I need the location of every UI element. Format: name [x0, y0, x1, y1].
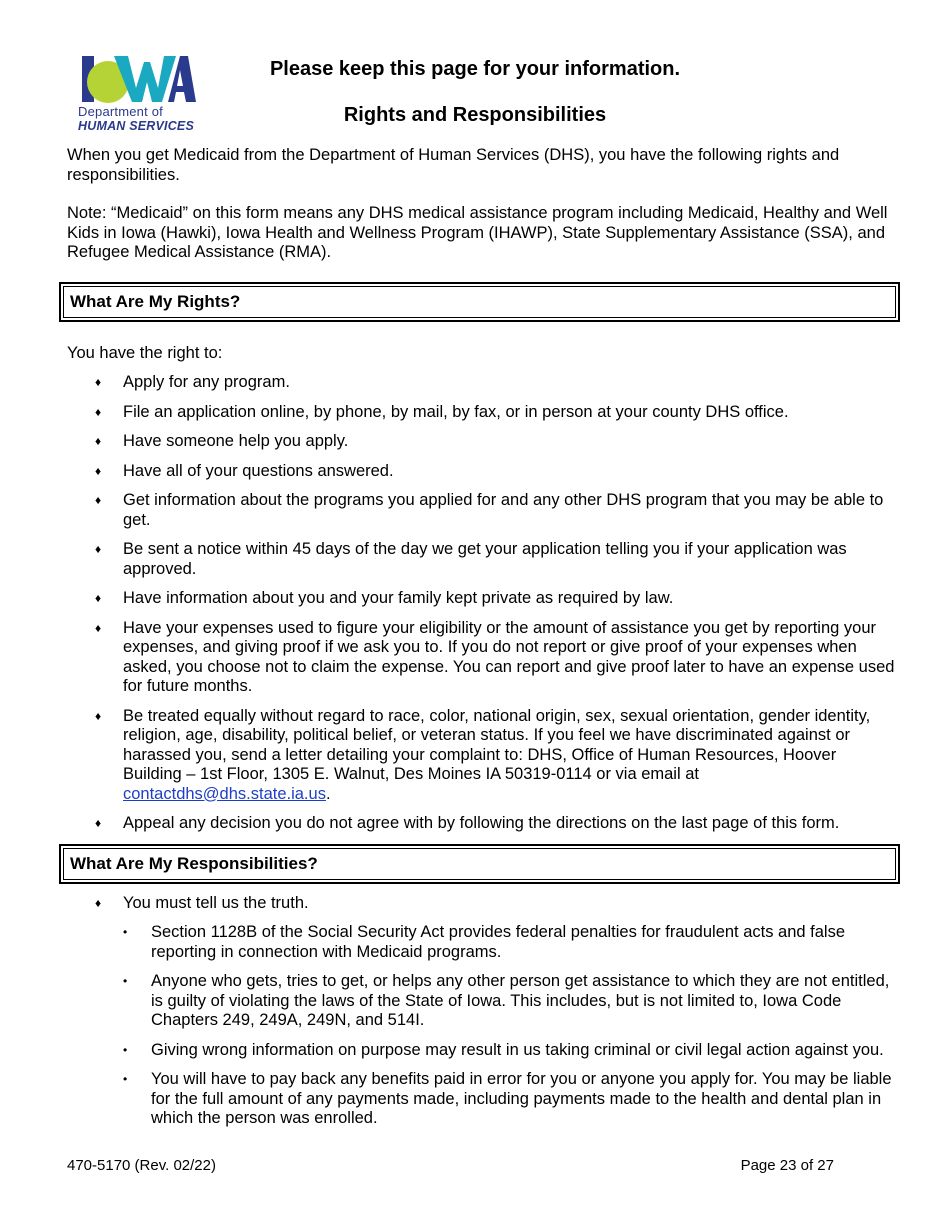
keep-notice: Please keep this page for your information.	[269, 58, 681, 80]
dot-bullet-icon: •	[123, 974, 128, 988]
diamond-bullet-icon: ♦	[95, 493, 102, 507]
list-item: ♦ File an application online, by phone, by mail, by fax, or in person at your county DHS office.	[95, 402, 789, 421]
diamond-bullet-icon: ♦	[95, 542, 102, 556]
page-number: Page 23 of 27	[740, 1157, 834, 1174]
list-item: ♦ Be sent a notice within 45 days of the day we get your application telling you if your application was approved.	[95, 540, 847, 578]
sub-list-item: • You will have to pay back any benefits paid in error for you or anyone you apply for. You may be liable for the full amount of any payments made, including payments made to the health and dental plan in which the person was enrolled.	[123, 1070, 892, 1127]
form-number: 470-5170 (Rev. 02/22)	[67, 1157, 216, 1174]
rights-list	[67, 373, 897, 834]
diamond-bullet-icon: ♦	[95, 816, 102, 830]
page-title: Rights and Responsibilities	[343, 104, 607, 126]
responsibilities-heading: What Are My Responsibilities?	[63, 848, 896, 880]
dot-bullet-icon: •	[123, 1072, 128, 1086]
list-item: ♦ Have someone help you apply.	[95, 432, 349, 450]
list-item-equal-treatment: ♦ Be treated equally without regard to race, color, national origin, sex, sexual orientation, gender identity, religion, age, disability, political belief, or veteran status. If you feel we have discriminated against or harassed you, send a letter detailing your complaint to: DHS, Office of Human Resources, Hoover Building – 1st Floor, 1305 E. Walnut, Des Moines IA 50319-0114 or via email at contactdhs@dhs.state.ia.us.	[95, 706, 871, 803]
list-item: ♦ Get information about the programs you applied for and any other DHS program that you may be able to get.	[95, 491, 884, 529]
truth-sub-list	[123, 923, 897, 1129]
responsibilities-heading-box	[59, 844, 900, 884]
medicaid-note: Note: “Medicaid” on this form means any DHS medical assistance program including Medicaid, Healthy and Well Kids in Iowa (Hawki), Iowa Health and Wellness Program (IHAWP), State Supplementary Assistance (SSA), and Refugee Medical Assistance (RMA).	[67, 204, 888, 261]
dot-bullet-icon: •	[123, 925, 128, 939]
document-body	[67, 146, 897, 1139]
intro-paragraph: When you get Medicaid from the Department of Human Services (DHS), you have the following rights and responsibilities.	[67, 146, 840, 184]
sub-list-item: • Section 1128B of the Social Security Act provides federal penalties for fraudulent acts and false reporting in connection with Medicaid programs.	[123, 923, 846, 961]
diamond-bullet-icon: ♦	[95, 434, 102, 448]
diamond-bullet-icon: ♦	[95, 375, 102, 389]
diamond-bullet-icon: ♦	[95, 895, 102, 910]
diamond-bullet-icon: ♦	[95, 404, 102, 419]
rights-heading: What Are My Rights?	[63, 286, 896, 318]
sub-list-item: • Giving wrong information on purpose may result in us taking criminal or civil legal action against you.	[123, 1040, 884, 1059]
list-item: ♦ Have information about you and your family kept private as required by law.	[95, 589, 674, 607]
diamond-bullet-icon: ♦	[95, 708, 102, 723]
dot-bullet-icon: •	[123, 1042, 128, 1057]
list-item: ♦ You must tell us the truth. • Section 1128B of the Social Security Act provides federal penalties for fraudulent acts and false reporting in connection with Medicaid programs. • Anyone who gets, tries to get, or helps any other person get assistance to which they are not entitled, is guilty of violating the laws of the State of Iowa. This includes, but is not limited to, Iowa Code Chapters 249, 249A, 249N, and 514I. • Giving wrong information on purpose may result in us taking criminal or civil legal action against you. • You will have to pay back any benefits paid in error for you or anyone you apply for. You may be liable for the full amount of any payments made, including payments made to the health and dental plan in which the person was enrolled.	[67, 894, 897, 1129]
list-item: ♦ Have your expenses used to figure your eligibility or the amount of assistance you get by reporting your expenses, and giving proof if we ask you to. If you do not report or give proof of your expenses when asked, you choose not to claim the expense. You can report and give proof later to have an expense used for future months.	[95, 618, 895, 695]
rights-lead: You have the right to:	[67, 343, 223, 362]
diamond-bullet-icon: ♦	[95, 463, 102, 478]
diamond-bullet-icon: ♦	[95, 620, 102, 635]
diamond-bullet-icon: ♦	[95, 591, 102, 605]
contact-email-link[interactable]: contactdhs@dhs.state.ia.us	[123, 784, 326, 803]
sub-list-item: • Anyone who gets, tries to get, or helps any other person get assistance to which they are not entitled, is guilty of violating the laws of the State of Iowa. This includes, but is not limited to, Iowa Code Chapters 249, 249A, 249N, and 514I.	[123, 972, 890, 1029]
list-item: ♦ Appeal any decision you do not agree with by following the directions on the last page of this form.	[95, 814, 840, 832]
logo-line-department: Department of	[78, 104, 163, 119]
rights-heading-box	[59, 282, 900, 322]
list-item: ♦ Have all of your questions answered.	[95, 461, 394, 480]
responsibilities-list	[67, 894, 897, 1129]
list-item: ♦ Apply for any program.	[95, 373, 290, 391]
logo-line-human-services: HUMAN SERVICES	[78, 119, 195, 133]
